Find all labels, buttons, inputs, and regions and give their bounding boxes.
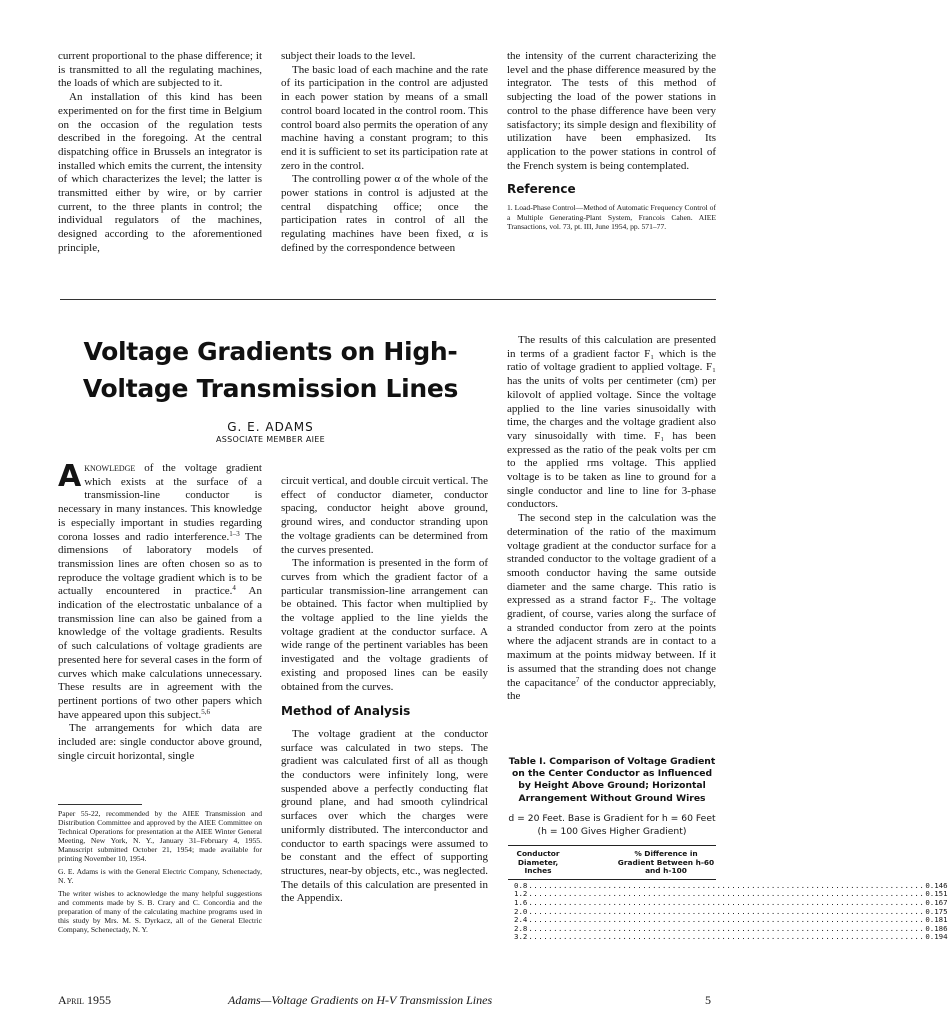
difference-cell: 0.194	[925, 932, 948, 942]
citation: 1–3	[229, 529, 240, 538]
dot-leader: ................................................................................	[528, 923, 925, 933]
footer-date: April 1955	[58, 993, 112, 1007]
paragraph: The controlling power α of the whole of the power stations in control is adjusted at the central dispatching office; once the participation rates in control of all the regulating machines have been fixed, α is defined by the correspondence between	[281, 173, 488, 254]
table-row	[508, 932, 948, 942]
prev-article-col-1	[58, 50, 262, 256]
dot-leader: ................................................................................	[528, 906, 925, 916]
author-affiliation: ASSOCIATE MEMBER AIEE	[216, 435, 325, 444]
diameter-cell: 1.2	[514, 889, 528, 899]
diameter-cell: 2.4	[514, 915, 528, 925]
lead-word: knowledge	[84, 462, 136, 474]
paragraph-text-cont: of the conductor appreciably, the	[507, 676, 716, 703]
diameter-cell: 2.0	[514, 906, 528, 916]
drop-cap: A	[58, 459, 82, 494]
paragraph: current proportional to the phase difference; it is transmitted to all the regulating machines, the loads of which are subjected to it.	[58, 50, 262, 90]
difference-cell: 0.181	[925, 915, 948, 925]
paragraph: circuit vertical, and double circuit vertical. The effect of conductor diameter, conductor spacing, conductor height above ground, ground wires, and conductor stranding upon the voltage gradients can be determined from the curves presented.	[281, 475, 488, 556]
lead-text: of the voltage gradient which exists at the surface of a transmission-line conductor is necessary in many instances. This knowledge is especially important in studies regarding corona losses and radio interference.	[58, 462, 262, 543]
dot-leader: ................................................................................	[528, 889, 925, 899]
table-note: d = 20 Feet. Base is Gradient for h = 60 Feet (h = 100 Gives Higher Gradient)	[508, 813, 716, 837]
table-header	[508, 845, 716, 880]
diameter-cell: 3.2	[514, 932, 528, 942]
difference-cell: 0.151	[925, 889, 948, 899]
table-body	[508, 880, 948, 942]
section-heading: Method of Analysis	[281, 704, 411, 719]
dot-leader: ................................................................................	[528, 897, 925, 907]
column-header: Conductor Diameter, Inches	[516, 849, 560, 876]
lead-paragraph	[58, 459, 262, 722]
section-divider	[60, 299, 716, 300]
diameter-cell: 2.8	[514, 923, 528, 933]
paragraph: The results of this calculation are presented in terms of a gradient factor F₁ which is the ratio of voltage gradient to applied voltage. F₁ has the units of volts per centimeter (cm) per kilovolt of applied voltage. Since the voltage applied to the line varies sinusoidally with time, the charges and the voltage gradient also vary sinusoidally with time. F₁ has been expressed as the ratio of the peak volts per cm to the applied rms voltage. This applied voltage is to be taken as line to ground for a single conductor and line to line for 3-phase conductors.	[507, 334, 716, 511]
author-name: G. E. ADAMS	[227, 420, 314, 434]
prev-article-col-3	[507, 50, 716, 232]
dot-leader: ................................................................................	[528, 932, 925, 942]
article-col-2	[281, 475, 488, 906]
article-col-1	[58, 459, 262, 763]
paragraph	[507, 512, 716, 704]
difference-cell: 0.146	[925, 880, 948, 890]
paragraph: The voltage gradient at the conductor surface was calculated in two steps. The gradient was calculated first of all as though the conductors were infinitely long, were suspended above a perfectly conducting flat ground plane, and had smooth cylindrical surfaces over which the charges were uniformly distributed. The interconductor and conductor to earth spacings were assumed to be constant and the effect of supporting structures, near-by objects, etc., was neglected. The details of this calculation are presented in the Appendix.	[281, 727, 488, 905]
paragraph-text: The second step in the calculation was the determination of the ratio of the maximum voltage gradient at the conductor surface for a stranded conductor to the voltage gradient of a smooth conductor having the same outside diameter and the same charge. This ratio is expressed as a strand factor F₂. The voltage gradient, of course, varies along the surface of a stranded conductor from zero at the points where the adjacent strands are in contact to a maximum at the points midway between. If it is assumed that the stranding does not change the capacitance	[507, 512, 716, 689]
dot-leader: ................................................................................	[528, 915, 925, 925]
reference-heading: Reference	[507, 182, 576, 197]
paragraph: The basic load of each machine and the rate of its participation in the control are adjusted in each power station by means of a small control board located in the control room. This control board also permits the operation of any machine having a constant program; to this end it is sufficient to set its participation rate at zero in the control.	[281, 63, 488, 172]
reference-item: 1. Load-Phase Control—Method of Automatic Frequency Control of a Multiple Generating-Plant System, Francois Cahen. AIEE Transactions, vol. 73, pt. III, June 1954, pp. 571–77.	[507, 203, 716, 232]
dot-leader: ................................................................................	[528, 880, 925, 890]
paragraph: An installation of this kind has been experimented on for the first time in Belgium on the occasion of the regulation tests described in the foregoing. At the central dispatching office in Brussels an integrator is installed which emits the current, the intensity of which characterizes the level; the latter is transmitted either by wire, or by carrier current, to the three plants in control; the individual regulators of the machines, designed according to the aforementioned principle,	[58, 91, 262, 254]
data-table	[508, 845, 948, 942]
citation: 5,6	[201, 707, 211, 716]
difference-cell: 0.186	[925, 923, 948, 933]
paragraph: subject their loads to the level.	[281, 50, 416, 62]
column-header: % Difference in Gradient Between h-60 and h-100	[617, 849, 715, 876]
article-col-3	[507, 334, 716, 704]
table-title: Table I. Comparison of Voltage Gradient on the Center Conductor as Influenced by Height Above Ground; Horizontal Arrangement Without Ground Wires	[508, 756, 716, 804]
page-number: 5	[705, 993, 711, 1007]
running-title: Adams—Voltage Gradients on H-V Transmission Lines	[228, 993, 493, 1007]
citation: 7	[575, 675, 580, 684]
diameter-cell: 1.6	[514, 897, 528, 907]
paragraph: The information is presented in the form of curves from which the gradient factor of a particular transmission-line arrangement can be obtained. This factor when multiplied by the voltage applied to the line yields the voltage gradient at the conductor surface. A wide range of the pertinent variables has been investigated and the voltage gradients of existing and proposed lines can be easily obtained from the curves.	[281, 557, 488, 693]
paragraph: The arrangements for which data are included are: single conductor above ground, single circuit horizontal, single	[58, 722, 262, 762]
difference-cell: 0.175	[925, 906, 948, 916]
footnote: Paper 55-22, recommended by the AIEE Transmission and Distribution Committee and approved by the AIEE Committee on Technical Operations for presentation at the AIEE Winter General Meeting, New York, N. Y., January 31–February 4, 1955. Manuscript submitted October 21, 1954; made available for printing November 10, 1954.	[58, 809, 262, 863]
article-title: Voltage Gradients on High-Voltage Transmission Lines	[82, 337, 459, 403]
lead-text-cont: An indication of the electrostatic unbalance of a transmission line can also be gained from a knowledge of the voltage gradients. Results of such calculations of voltage gradients are presented here for several cases in the form of curves which make calculations unnecessary. These results are in agreement with the pertinent portions of two other papers which have appeared upon this subject.	[58, 585, 262, 721]
footnote-divider	[58, 804, 142, 805]
citation: 4	[232, 584, 236, 593]
footnotes	[58, 809, 262, 938]
paragraph: the intensity of the current characterizing the level and the phase difference measured by the integrator. The tests of this method of subjecting the load of the power stations in control to the phase difference have been very satisfactory; its simple design and flexibility of utilization have been emphasized. Its application to the power stations in control of the French system is being contemplated.	[507, 50, 716, 172]
lead-text-cont: The dimensions of laboratory models of transmission lines are often chosen so as to reproduce the voltage gradient which is to be actually encountered in practice.	[58, 530, 262, 598]
difference-cell: 0.167	[925, 897, 948, 907]
diameter-cell: 0.8	[514, 880, 528, 890]
footnote: G. E. Adams is with the General Electric Company, Schenectady, N. Y.	[58, 867, 262, 885]
footnote: The writer wishes to acknowledge the many helpful suggestions and comments made by S. B. Crary and C. Concordia and the preparation of many of the calculating machine programs used in this study by Mrs. M. S. Dyrkacz, all of the General Electric Company, Schenectady, N. Y.	[58, 889, 262, 934]
prev-article-col-2	[281, 50, 488, 256]
